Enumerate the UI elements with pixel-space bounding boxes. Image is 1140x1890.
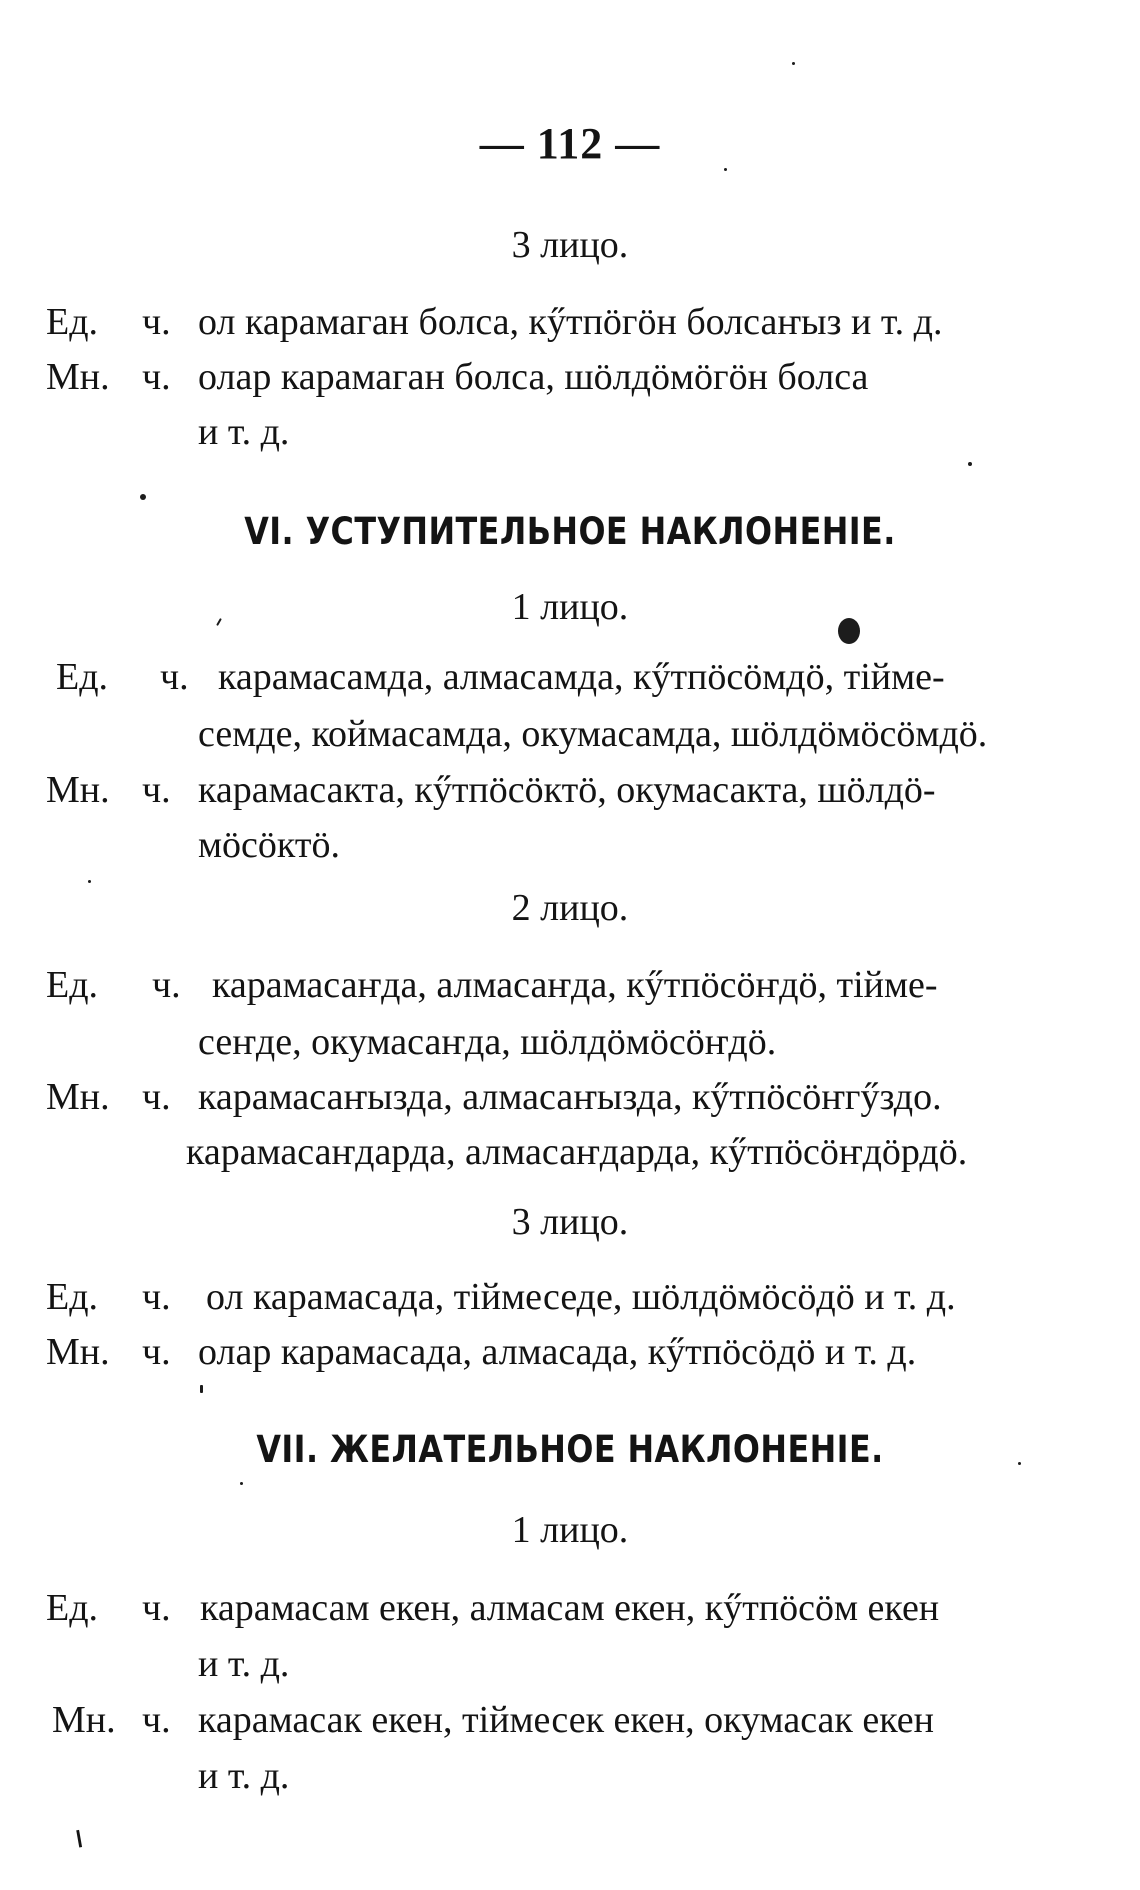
- plural-label: Мн.: [52, 1699, 116, 1741]
- ink-speck: [724, 168, 727, 171]
- number-abbrev: ч.: [142, 356, 171, 398]
- ink-speck: [240, 1482, 243, 1485]
- conjugation-line: карамасаҥызда, алмасаҥызда, кӳтпӧсӧҥгӳздо.: [198, 1076, 942, 1118]
- section-heading: VII. ЖЕЛАТЕЛЬНОЕ НАКЛОНЕНІЕ.: [256, 1428, 884, 1471]
- singular-label: Ед.: [46, 301, 99, 343]
- singular-label: Ед.: [46, 1587, 99, 1629]
- plural-label: Мн.: [46, 1331, 110, 1373]
- section-heading: VI. УСТУПИТЕЛЬНОЕ НАКЛОНЕНІЕ.: [244, 510, 896, 553]
- ink-speck: [792, 62, 795, 65]
- number-abbrev: ч.: [142, 1587, 171, 1629]
- plural-label: Мн.: [46, 1076, 110, 1118]
- number-abbrev: ч.: [142, 769, 171, 811]
- conjugation-line: [198, 355, 1093, 399]
- page-number: — 112 —: [479, 119, 661, 168]
- conjugation-line-cont: карамасаҥдарда, алмасаҥдарда, кӳтпӧсӧҥдӧрдӧ.: [186, 1131, 968, 1173]
- ink-speck: [88, 880, 91, 883]
- conjugation-line: ол карамаган болса, кӳтпӧгӧн болсаҥыз и т. д.: [198, 301, 943, 343]
- singular-label: Ед.: [46, 964, 99, 1006]
- number-abbrev: ч.: [160, 656, 189, 698]
- person-heading: 1 лицо.: [511, 1509, 629, 1551]
- conjugation-line: карамасакта, кӳтпӧсӧктӧ, окумасакта, шӧлдӧ-: [198, 769, 936, 811]
- ink-blot: [838, 618, 860, 644]
- conjugation-line: олар карамасада, алмасада, кӳтпӧсӧдӧ и т. д.: [198, 1331, 917, 1373]
- ink-speck: [200, 1385, 203, 1393]
- number-abbrev: ч.: [152, 964, 181, 1006]
- conjugation-line: ол карамасада, тіймеседе, шӧлдӧмӧсӧдӧ и т. д.: [206, 1276, 956, 1318]
- conjugation-line-cont: и т. д.: [198, 1643, 290, 1685]
- ink-speck: [1018, 1462, 1021, 1465]
- ink-speck: [968, 462, 972, 466]
- person-heading: 3 лицо.: [511, 1201, 629, 1243]
- plural-label: Мн.: [46, 356, 110, 398]
- ink-mark: ⸜: [65, 1813, 101, 1854]
- ink-speck: [140, 494, 146, 500]
- number-abbrev: ч.: [142, 1076, 171, 1118]
- conjugation-line-cont: сеҥде, окумасаҥда, шӧлдӧмӧсӧҥдӧ.: [198, 1021, 777, 1063]
- person-heading: 2 лицо.: [511, 887, 629, 929]
- conjugation-line: карамасак екен, тіймесек екен, окумасак екен: [198, 1699, 934, 1741]
- number-abbrev: ч.: [142, 1699, 171, 1741]
- singular-label: Ед.: [56, 656, 109, 698]
- conjugation-line-cont: и т. д.: [198, 411, 290, 453]
- conjugation-line-cont: семде, коймасамда, окумасамда, шӧлдӧмӧсӧмдӧ.: [198, 713, 988, 755]
- person-heading: 3 лицо.: [511, 224, 629, 266]
- conjugation-line-cont: и т. д.: [198, 1755, 290, 1797]
- number-abbrev: ч.: [142, 1331, 171, 1373]
- conjugation-line: карамасамда, алмасамда, кӳтпӧсӧмдӧ, тіймe-: [218, 656, 945, 698]
- conjugation-line-cont: мӧсӧктӧ.: [198, 824, 340, 866]
- conjugation-line: карамасам екен, алмасам екен, кӳтпӧсӧм екен: [200, 1587, 940, 1629]
- conjugation-line: карамасаҥда, алмасаҥда, кӳтпӧсӧҥдӧ, тіймe-: [212, 964, 938, 1006]
- plural-label: Мн.: [46, 769, 110, 811]
- number-abbrev: ч.: [142, 1276, 171, 1318]
- person-heading: 1 лицо.: [511, 586, 629, 628]
- number-abbrev: ч.: [142, 301, 171, 343]
- singular-label: Ед.: [46, 1276, 99, 1318]
- conjugation-text: олар карамаган болса, шӧлдӧмӧгӧн болса: [198, 356, 869, 398]
